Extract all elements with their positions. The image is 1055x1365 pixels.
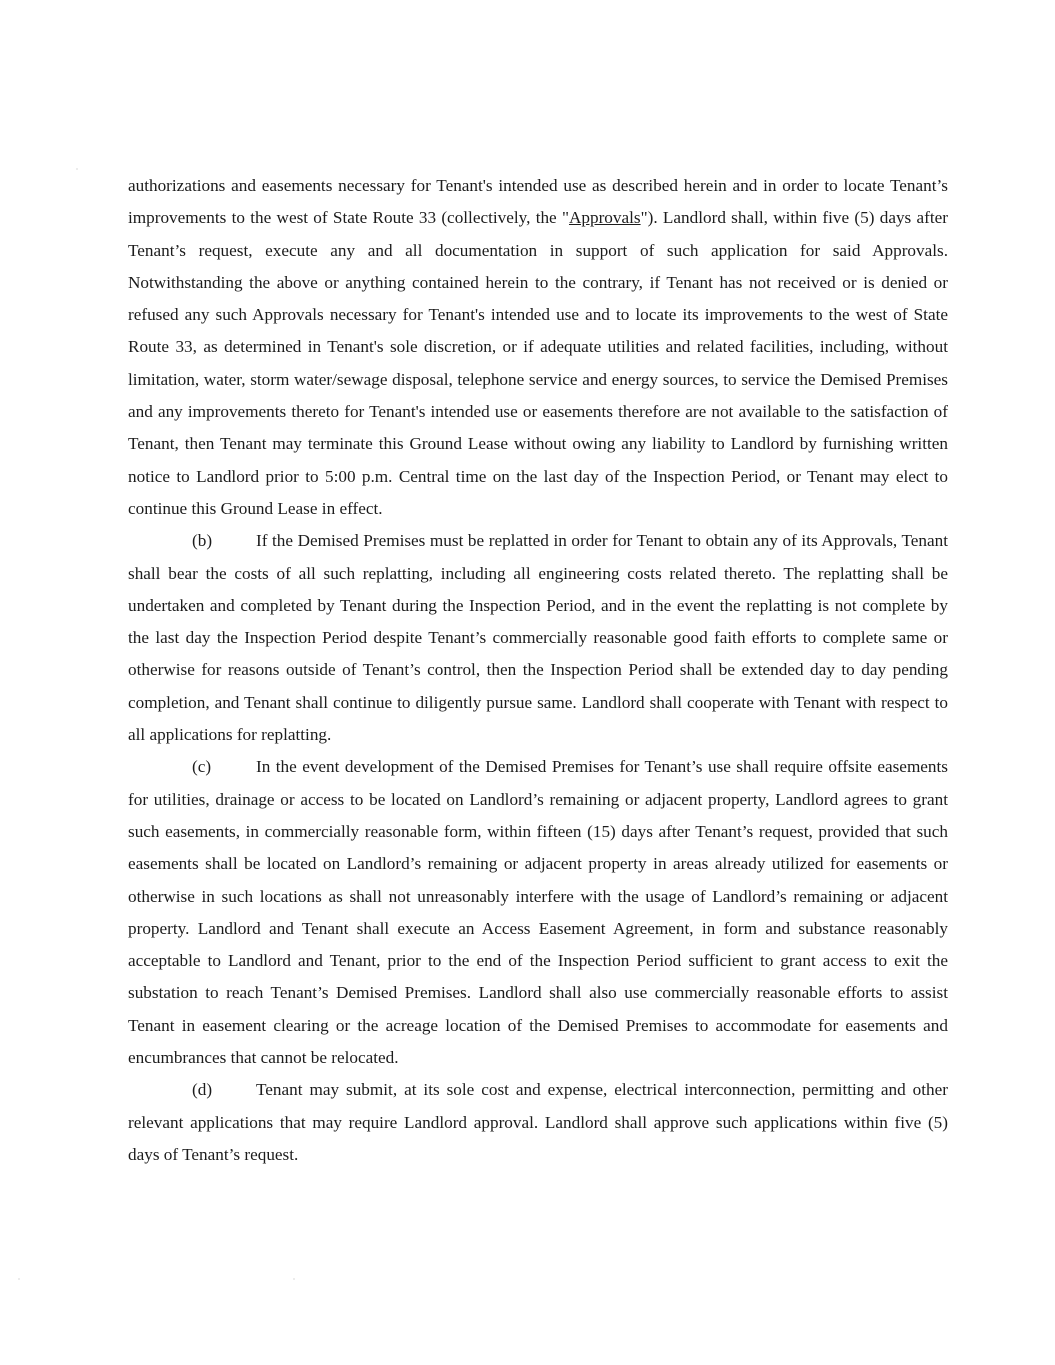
paragraph-continuation <box>128 170 948 525</box>
paragraph-text: In the event development of the Demised Premises for Tenant’s use shall require offsite easements for utilities, drainage or access to be located on Landlord’s remaining or adjacent property, Landlord agrees to grant such easements, in commercially reasonable form, within fifteen (15) days after Tenant’s request, provided that such easements shall be located on Landlord’s remaining or adjacent property in areas already utilized for easements or otherwise in such locations as shall not unreasonably interfere with the usage of Landlord’s remaining or adjacent property. Landlord and Tenant shall execute an Access Easement Agreement, in form and substance reasonably acceptable to Landlord and Tenant, prior to the end of the Inspection Period sufficient to grant access to exit the substation to reach Tenant’s Demised Premises. Landlord shall also use commercially reasonable efforts to assist Tenant in easement clearing or the acreage location of the Demised Premises to accommodate for easements and encumbrances that cannot be relocated. <box>128 757 948 1068</box>
paragraph-label: (b) <box>192 531 213 551</box>
paragraph-text: If the Demised Premises must be replatted in order for Tenant to obtain any of its Approvals, Tenant shall bear the costs of all such replatting, including all engineering costs related thereto. The replatting shall be undertaken and completed by Tenant during the Inspection Period, and in the event the replatting is not complete by the last day the Inspection Period despite Tenant’s commercially reasonable good faith efforts to complete same or otherwise for reasons outside of Tenant’s control, then the Inspection Period shall be extended day to day pending completion, and Tenant shall continue to diligently pursue same. Landlord shall cooperate with Tenant with respect to all applications for replatting. <box>128 531 948 745</box>
paragraph-text: Tenant may submit, at its sole cost and expense, electrical interconnection, permitting and other relevant applications that may require Landlord approval. Landlord shall approve such applications within five (5) days of Tenant’s request. <box>128 1080 948 1164</box>
paragraph-text-after-term: "). Landlord shall, within five (5) days after Tenant’s request, execute any and all documentation in support of such application for said Approvals. Notwithstanding the above or anything contained herein to the contrary, if Tenant has not received or is denied or refused any such Approvals necessary for Tenant's intended use and to locate its improvements to the west of State Route 33, as determined in Tenant's sole discretion, or if adequate utilities and related facilities, including, without limitation, water, storm water/sewage disposal, telephone service and energy sources, to service the Demised Premises and any improvements thereto for Tenant's intended use or easements therefore are not available to the satisfaction of Tenant, then Tenant may terminate this Ground Lease without owing any liability to Landlord by furnishing written notice to Landlord prior to 5:00 p.m. Central time on the last day of the Inspection Period, or Tenant may elect to continue this Ground Lease in effect. <box>128 208 948 518</box>
scan-speck <box>293 1278 295 1280</box>
paragraph-label: (c) <box>192 757 212 777</box>
defined-term-approvals: Approvals <box>568 208 641 228</box>
paragraph-label: (d) <box>192 1080 213 1100</box>
paragraph-c <box>128 751 948 1074</box>
paragraph-text-before-term: authorizations and easements necessary for Tenant's intended use as described herein and in order to locate Tenant’s improvements to the west of State Route 33 (collectively, the " <box>128 176 948 228</box>
document-page <box>128 170 948 1171</box>
paragraph-b <box>128 525 948 751</box>
scan-speck <box>76 168 78 170</box>
paragraph-d <box>128 1074 948 1171</box>
scan-speck <box>18 1278 20 1280</box>
